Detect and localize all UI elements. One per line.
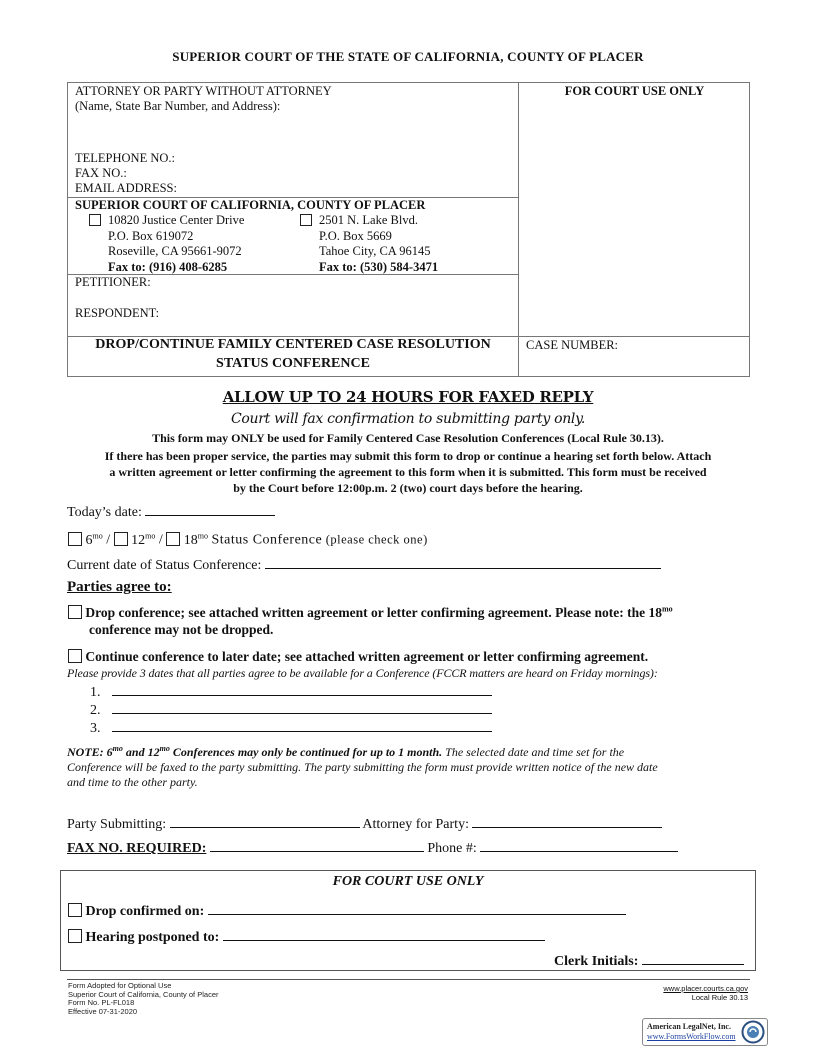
drop-conference-text: Drop conference; see attached written agreement or letter confirming agreement. Please note: the $18^{mo}$: [85, 604, 673, 620]
date-3-field[interactable]: [112, 719, 492, 732]
header-vertical-divider: [518, 82, 519, 377]
clerk-initials-label: Clerk Initials:: [554, 954, 639, 969]
instructions-line-2: a written agreement or letter confirming the agreement to this form when it is submitted. This form must be received: [109, 465, 707, 479]
loc2-addr1: 2501 N. Lake Blvd.: [319, 213, 418, 227]
attorney-for-party-field[interactable]: [472, 815, 662, 828]
drop-conference-checkbox[interactable]: [68, 605, 82, 619]
usage-restriction-text: This form may ONLY be used for Family Centered Case Resolution Conferences (Local Rule 30.13).: [152, 431, 664, 445]
option-12mo-checkbox[interactable]: [114, 532, 128, 546]
option-18mo-label: $18^{mo}$: [183, 531, 208, 548]
email-label: EMAIL ADDRESS:: [75, 181, 177, 195]
todays-date-label: Today’s date:: [67, 505, 142, 520]
option-12mo-label: $12^{mo}$: [131, 531, 156, 548]
party-submitting-label: Party Submitting:: [67, 817, 167, 832]
status-conference-options: [68, 531, 428, 549]
fax-label: FAX NO.:: [75, 166, 127, 180]
footer-line-3: Form No. PL-FL018: [68, 998, 135, 1007]
court-name: SUPERIOR COURT OF CALIFORNIA, COUNTY OF PLACER: [75, 198, 426, 212]
todays-date-field[interactable]: [145, 503, 275, 516]
clerk-initials-field[interactable]: [642, 952, 744, 965]
footer-rule: [67, 979, 750, 980]
attorney-label: ATTORNEY OR PARTY WITHOUT ATTORNEY: [75, 84, 332, 98]
drop-confirmed-row: [68, 902, 626, 920]
option-6mo-label: $6^{mo}$: [85, 531, 103, 548]
form-title-line-2: STATUS CONFERENCE: [216, 356, 370, 371]
hearing-postponed-row: [68, 928, 545, 946]
date-1-field[interactable]: [112, 683, 492, 696]
instructions-line-1: If there has been proper service, the parties may submit this form to drop or continue a hearing set forth below. Attach: [104, 449, 712, 463]
current-date-label: Current date of Status Conference:: [67, 558, 262, 573]
location-tahoe-checkbox[interactable]: [300, 214, 312, 226]
date-2-field[interactable]: [112, 701, 492, 714]
check-one-hint: (please check one): [325, 532, 428, 547]
legalnet-url: www.FormsWorkFlow.com: [647, 1032, 736, 1041]
fax-number-field[interactable]: [210, 839, 424, 852]
hearing-postponed-checkbox[interactable]: [68, 929, 82, 943]
fax-required-label: FAX NO. REQUIRED:: [67, 841, 207, 856]
legalnet-name: American LegalNet, Inc.: [647, 1022, 731, 1031]
continue-option: [68, 649, 648, 665]
case-number-label: CASE NUMBER:: [526, 338, 619, 352]
option-18mo-checkbox[interactable]: [166, 532, 180, 546]
date-3-row: [90, 719, 492, 737]
option-6mo-checkbox[interactable]: [68, 532, 82, 546]
drop-confirmed-field[interactable]: [208, 902, 626, 915]
court-title: SUPERIOR COURT OF THE STATE OF CALIFORNIA, COUNTY OF PLACER: [172, 49, 644, 64]
parties-agree-heading: Parties agree to:: [67, 579, 172, 595]
loc1-addr2: P.O. Box 619072: [108, 229, 194, 243]
attorney-for-party-label: Attorney for Party:: [362, 817, 469, 832]
legalnet-logo-icon: [741, 1020, 765, 1044]
date-3-number: 3.: [90, 721, 101, 736]
drop-conference-text-cont: conference may not be dropped.: [89, 622, 274, 637]
respondent-label: RESPONDENT:: [75, 306, 160, 320]
instructions-line-3: by the Court before 12:00p.m. 2 (two) court days before the hearing.: [233, 481, 583, 495]
date-2-row: [90, 701, 492, 719]
fax-phone-row: [67, 839, 678, 857]
hearing-postponed-label: Hearing postponed to:: [85, 930, 220, 945]
clerk-initials-row: [554, 952, 744, 970]
loc2-addr2: P.O. Box 5669: [319, 229, 392, 243]
fax-confirmation-subheading: Court will fax confirmation to submitting party only.: [230, 411, 585, 427]
footer-line-2: Superior Court of California, County of Placer: [68, 989, 219, 999]
provide-dates-text: Please provide 3 dates that all parties agree to be available for a Conference (FCCR matters are heard on Friday mornings):: [67, 666, 658, 680]
hearing-postponed-field[interactable]: [223, 928, 545, 941]
footer-line-4: Effective 07-31-2020: [68, 1006, 138, 1016]
telephone-label: TELEPHONE NO.:: [75, 151, 175, 165]
drop-option: [68, 604, 673, 621]
loc2-addr3: Tahoe City, CA 96145: [319, 244, 431, 258]
note-line-3: and time to the other party.: [67, 775, 198, 789]
form-title-line-1: DROP/CONTINUE FAMILY CENTERED CASE RESOLUTION: [95, 337, 491, 352]
loc1-addr3: Roseville, CA 95661-9072: [108, 244, 242, 258]
continue-conference-checkbox[interactable]: [68, 649, 82, 663]
date-1-row: [90, 683, 492, 701]
status-conference-label: Status Conference: [211, 532, 323, 548]
todays-date-row: [67, 503, 275, 521]
current-date-field[interactable]: [265, 556, 661, 569]
note-bold: NOTE: $6^{mo}$ and $12^{mo}$ Conferences may only be continued for up to 1 month.: [67, 744, 443, 759]
loc1-fax: Fax to: (916) 408-6285: [108, 260, 228, 274]
party-submitting-field[interactable]: [170, 815, 360, 828]
footer-left: [68, 982, 219, 1016]
phone-label: Phone #:: [427, 841, 477, 856]
current-date-row: [67, 556, 661, 574]
note-line-1: [67, 744, 624, 760]
continue-conference-text: Continue conference to later date; see attached written agreement or letter confirming agreement.: [85, 649, 649, 664]
location-roseville-checkbox[interactable]: [89, 214, 101, 226]
footer-website[interactable]: www.placer.courts.ca.gov: [663, 984, 748, 993]
date-1-number: 1.: [90, 685, 101, 700]
petitioner-label: PETITIONER:: [75, 275, 151, 289]
note-line-2: Conference will be faxed to the party submitting. The party submitting the form must provide written notice of the new date: [67, 760, 658, 774]
court-use-only-label: FOR COURT USE ONLY: [564, 84, 705, 98]
footer-line-1: Form Adopted for Optional Use: [68, 981, 172, 990]
legalnet-badge[interactable]: [642, 1018, 768, 1046]
date-2-number: 2.: [90, 703, 101, 718]
attorney-sublabel: (Name, State Bar Number, and Address):: [75, 99, 281, 113]
loc1-addr1: 10820 Justice Center Drive: [108, 213, 245, 227]
note-rest: The selected date and time set for the: [442, 745, 625, 759]
court-use-box-title: FOR COURT USE ONLY: [332, 874, 484, 889]
separator-slash: /: [106, 532, 111, 548]
drop-confirmed-checkbox[interactable]: [68, 903, 82, 917]
phone-field[interactable]: [480, 839, 678, 852]
footer-local-rule: Local Rule 30.13: [691, 993, 748, 1002]
separator-slash: /: [158, 532, 163, 548]
loc2-fax: Fax to: (530) 584-3471: [319, 260, 439, 274]
fax-reply-heading: ALLOW UP TO 24 HOURS FOR FAXED REPLY: [222, 388, 594, 406]
party-submitting-row: [67, 815, 662, 833]
drop-confirmed-label: Drop confirmed on:: [85, 904, 205, 919]
